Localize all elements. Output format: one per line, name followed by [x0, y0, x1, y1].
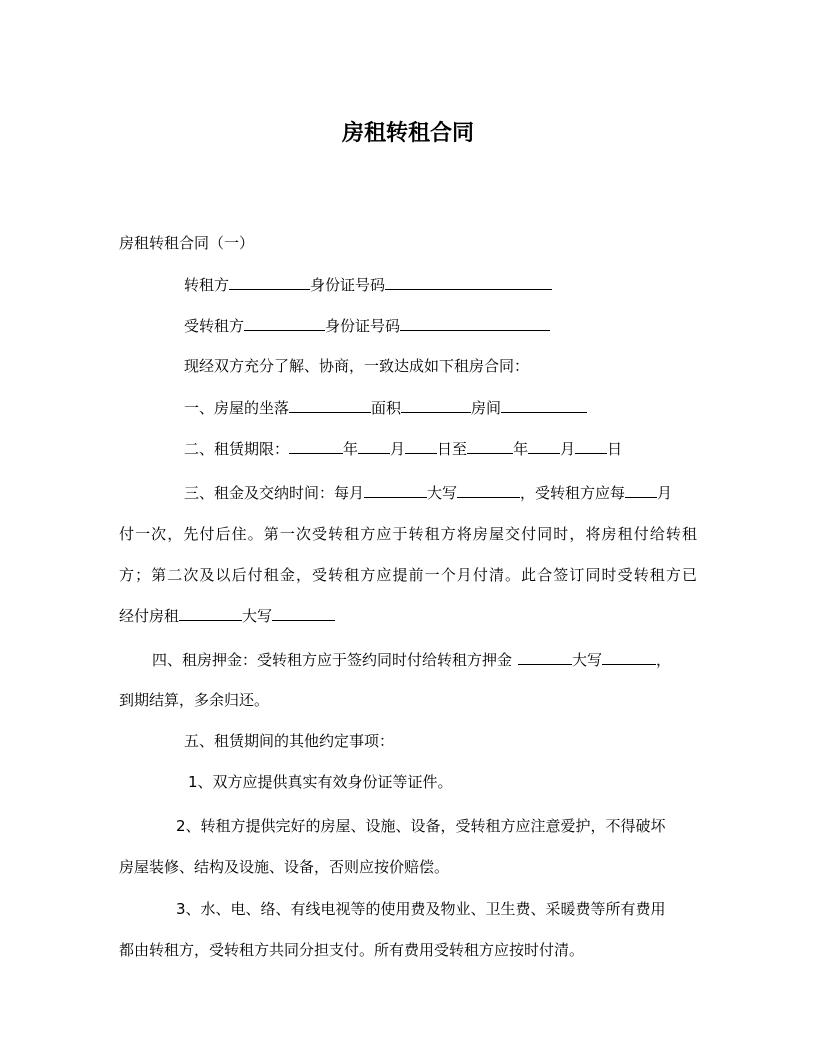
sublessee-label: 受转租方 — [184, 317, 245, 335]
deposit-words-blank[interactable] — [602, 649, 656, 665]
rent-paid-words-blank[interactable] — [272, 605, 335, 621]
rent-paid-label: 经付房租 — [119, 607, 180, 625]
clause-5-item-3-line-2: 都由转租方，受转租方共同分担支付。所有费用受转租方应按时付清。 — [119, 941, 585, 959]
month-label: 月 — [560, 440, 576, 458]
clause-3-line-4 — [119, 605, 335, 626]
clause-5-item-3-line-1: 3、水、电、络、有线电视等的使用费及物业、卫生费、采暖费等所有费用 — [176, 900, 666, 918]
day-to-label: 日至 — [437, 440, 468, 458]
sublessor-line — [184, 274, 552, 295]
area-blank[interactable] — [401, 397, 471, 413]
clause-5-heading: 五、租赁期间的其他约定事项： — [184, 732, 395, 750]
comma: ， — [656, 651, 672, 669]
sublessor-name-blank[interactable] — [229, 274, 310, 290]
rooms-blank[interactable] — [501, 397, 587, 413]
clause-2-label: 二、租赁期限： — [184, 440, 290, 458]
month-label: 月 — [390, 440, 406, 458]
rent-monthly-label: 三、租金及交纳时间：每月 — [184, 484, 365, 502]
rent-amount-blank[interactable] — [364, 482, 427, 498]
clause-4-line-2: 到期结算，多余归还。 — [119, 691, 270, 709]
clause-1-area-label: 面积 — [371, 399, 402, 417]
clause-2 — [184, 438, 622, 459]
clause-5-item-2-line-1: 2、转租方提供完好的房屋、设施、设备，受转租方应注意爱护，不得破坏 — [176, 817, 666, 835]
end-year-blank[interactable] — [467, 438, 513, 454]
deposit-label: 四、租房押金：受转租方应于签约同时付给转租方押金 — [152, 651, 513, 669]
year-label: 年 — [513, 440, 529, 458]
year-label: 年 — [343, 440, 359, 458]
rent-words-blank[interactable] — [457, 482, 520, 498]
day-label: 日 — [607, 440, 623, 458]
sublessor-id-blank[interactable] — [385, 274, 552, 290]
start-day-blank[interactable] — [405, 438, 437, 454]
month-label: 月 — [657, 484, 673, 502]
rent-paid-words-label: 大写 — [242, 607, 273, 625]
clause-5-item-1: 1、双方应提供真实有效身份证等证件。 — [188, 773, 453, 791]
payment-interval-blank[interactable] — [625, 482, 657, 498]
rent-paid-blank[interactable] — [179, 605, 242, 621]
clause-1-location-label: 一、房屋的坐落 — [184, 399, 290, 417]
intro-paragraph: 现经双方充分了解、协商，一致达成如下租房合同： — [184, 357, 530, 375]
start-year-blank[interactable] — [289, 438, 343, 454]
sublessor-label: 转租方 — [184, 276, 230, 294]
sublessee-id-label: 身份证号码 — [325, 317, 401, 335]
contract-subtitle: 房租转租合同（一） — [119, 234, 255, 252]
clause-3-line-1 — [184, 482, 672, 503]
deposit-words-label: 大写 — [572, 651, 603, 669]
sublessee-line — [184, 315, 550, 336]
clause-1 — [184, 397, 587, 418]
payment-interval-label: ，受转租方应每 — [520, 484, 626, 502]
document-title: 房租转租合同 — [341, 120, 474, 146]
end-day-blank[interactable] — [575, 438, 607, 454]
deposit-amount-blank[interactable] — [518, 649, 572, 665]
clause-3-line-3: 方；第二次及以后付租金，受转租方应提前一个月付清。此合签订同时受转租方已 — [119, 566, 697, 584]
location-blank[interactable] — [289, 397, 371, 413]
clause-1-rooms-label: 房间 — [471, 399, 502, 417]
clause-5-item-2-line-2: 房屋装修、结构及设施、设备，否则应按价赔偿。 — [119, 858, 450, 876]
sublessor-id-label: 身份证号码 — [310, 276, 386, 294]
sublessee-name-blank[interactable] — [244, 315, 325, 331]
start-month-blank[interactable] — [358, 438, 390, 454]
end-month-blank[interactable] — [528, 438, 560, 454]
clause-3-line-2: 付一次，先付后住。第一次受转租方应于转租方将房屋交付同时，将房租付给转租 — [119, 525, 697, 543]
sublessee-id-blank[interactable] — [400, 315, 550, 331]
clause-4-line-1 — [152, 649, 671, 670]
rent-words-label: 大写 — [427, 484, 458, 502]
